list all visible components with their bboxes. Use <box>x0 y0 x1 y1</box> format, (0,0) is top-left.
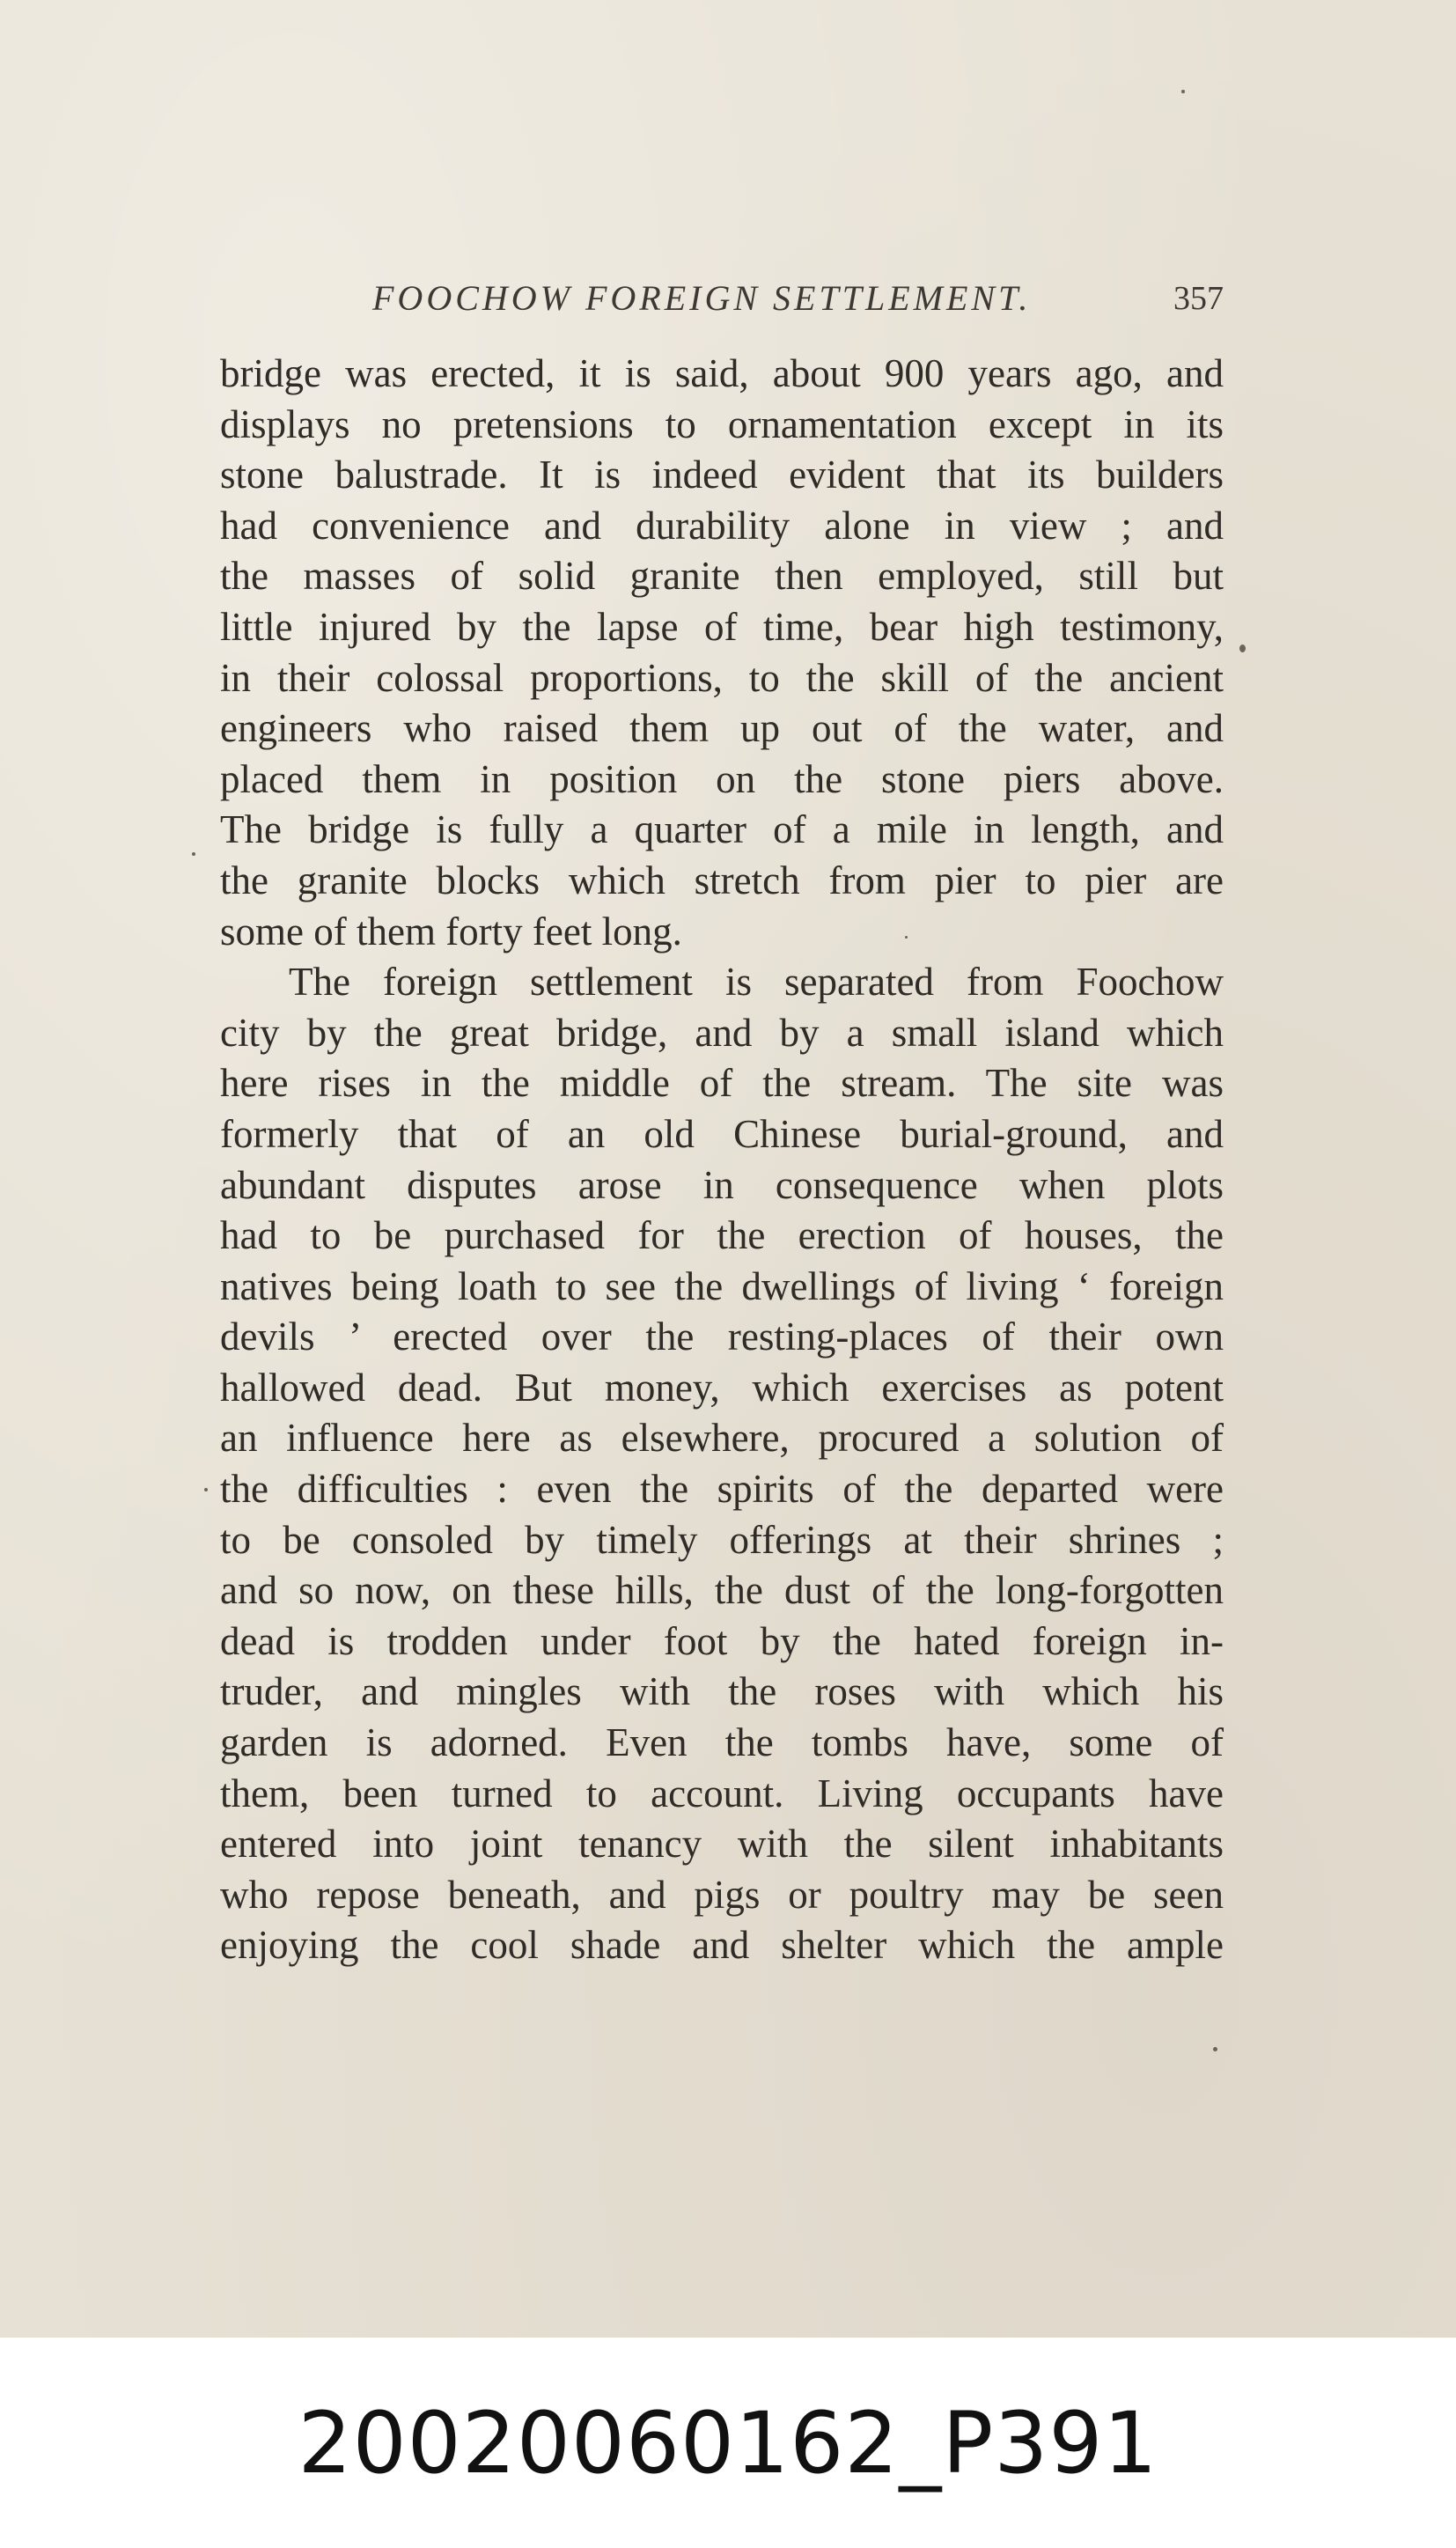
paper-speck <box>1181 90 1185 93</box>
text-line: an influence here as elsewhere, procured a solution of <box>220 1416 1224 1461</box>
text-line: had to be purchased for the erection of houses, the <box>220 1213 1224 1258</box>
image-id-caption: 20020060162_P391 <box>0 2338 1456 2548</box>
body-text <box>220 349 1224 1971</box>
text-line: and so now, on these hills, the dust of the long-forgotten <box>220 1568 1224 1613</box>
text-line: bridge was erected, it is said, about 900 years ago, and <box>220 351 1224 395</box>
text-line: entered into joint tenancy with the silent inhabitants <box>220 1822 1224 1867</box>
text-line: in their colossal proportions, to the skill of the ancient <box>220 655 1224 700</box>
paper-speck <box>1213 2047 1217 2051</box>
text-line: here rises in the middle of the stream. The site was <box>220 1061 1224 1106</box>
text-line: truder, and mingles with the roses with which his <box>220 1669 1224 1714</box>
text-line: had convenience and durability alone in view ; and <box>220 503 1224 548</box>
text-line: who repose beneath, and pigs or poultry may be seen <box>220 1872 1224 1917</box>
text-line: the masses of solid granite then employed, still but <box>220 554 1224 599</box>
text-line: the difficulties : even the spirits of the departed were <box>220 1467 1224 1512</box>
text-line: dead is trodden under foot by the hated foreign in- <box>220 1618 1224 1663</box>
text-line: formerly that of an old Chinese burial-ground, and <box>220 1111 1224 1156</box>
paper-speck <box>192 852 195 856</box>
paper-speck <box>905 936 908 939</box>
text-line: abundant disputes arose in consequence when plots <box>220 1162 1224 1207</box>
text-line: displays no pretensions to ornamentation except in its <box>220 401 1224 446</box>
text-line-paragraph-start: The foreign settlement is separated from Foochow <box>289 960 1224 1005</box>
paper-speck <box>1239 644 1246 652</box>
text-line: engineers who raised them up out of the water, and <box>220 706 1224 751</box>
text-line-paragraph-end: some of them forty feet long. <box>220 909 682 954</box>
text-line: stone balustrade. It is indeed evident that its builders <box>220 453 1224 497</box>
paper-speck <box>204 1488 208 1491</box>
page-number: 357 <box>1173 280 1224 317</box>
text-line: the granite blocks which stretch from pier to pier are <box>220 858 1224 902</box>
text-line: devils ’ erected over the resting-places of their own <box>220 1315 1224 1359</box>
text-line: enjoying the cool shade and shelter which the ample <box>220 1923 1224 1968</box>
text-line: city by the great bridge, and by a small island which <box>220 1010 1224 1055</box>
running-head <box>220 270 1224 323</box>
text-line: The bridge is fully a quarter of a mile in length, and <box>220 807 1224 852</box>
text-line: them, been turned to account. Living occupants have <box>220 1771 1224 1815</box>
text-line: placed them in position on the stone piers above. <box>220 756 1224 801</box>
text-line: hallowed dead. But money, which exercises as potent <box>220 1365 1224 1410</box>
text-line: little injured by the lapse of time, bear high testimony, <box>220 604 1224 649</box>
text-line: to be consoled by timely offerings at their shrines ; <box>220 1517 1224 1562</box>
text-line: garden is adorned. Even the tombs have, some of <box>220 1720 1224 1765</box>
running-title: FOOCHOW FOREIGN SETTLEMENT. <box>372 278 1032 318</box>
text-line: natives being loath to see the dwellings of living ‘ foreign <box>220 1263 1224 1308</box>
